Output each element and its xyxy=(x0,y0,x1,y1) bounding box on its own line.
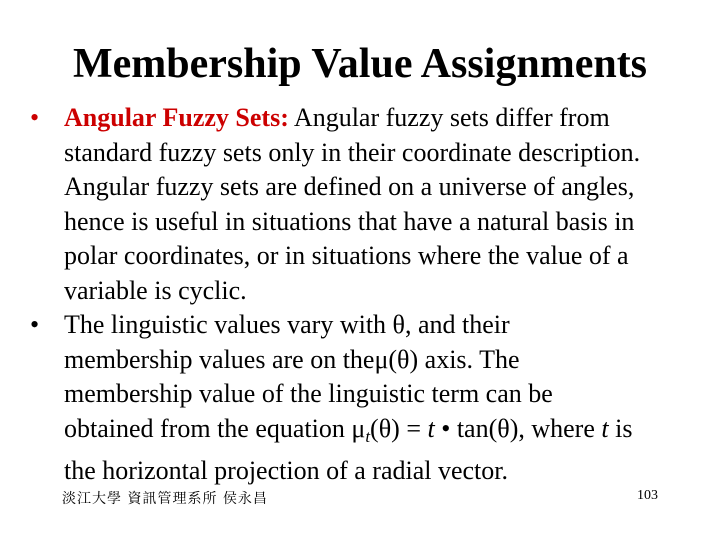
bullet-line: Angular fuzzy sets are defined on a universe of angles, xyxy=(64,172,635,201)
bullet-text: Angular fuzzy sets differ from xyxy=(288,103,610,132)
bullet-linguistic-values xyxy=(30,308,700,489)
bullet-lead: Angular Fuzzy Sets: xyxy=(64,103,289,132)
bullet-marker: • xyxy=(30,310,40,339)
bullet-line xyxy=(64,101,700,136)
bullet-line: standard fuzzy sets only in their coordinate description. xyxy=(64,137,641,167)
bullet-line: membership value of the linguistic term can be xyxy=(64,379,553,408)
bullet-angular-fuzzy-sets xyxy=(30,101,700,308)
bullet-line: The linguistic values vary with θ, and their xyxy=(64,310,510,339)
multiply-dot: • xyxy=(434,413,457,443)
bullet-line: the horizontal projection of a radial vector. xyxy=(64,456,508,485)
equation-post: is xyxy=(608,413,633,443)
bullet-marker: • xyxy=(30,103,40,132)
bullet-line: hence is useful in situations that have a natural basis in xyxy=(64,206,635,236)
equation-line xyxy=(64,412,700,455)
equation-pre: obtained from the equation μ xyxy=(64,413,366,443)
bullet-line: membership values are on theμ(θ) axis. The xyxy=(64,344,520,374)
equation-mid: (θ) = xyxy=(370,413,428,443)
bullet-list xyxy=(30,101,700,489)
equation-variable-t: t xyxy=(601,413,609,443)
equation-subscript: t xyxy=(365,426,371,446)
bullet-line: variable is cyclic. xyxy=(64,275,247,305)
slide-title: Membership Value Assignments xyxy=(72,41,648,87)
page-number: 103 xyxy=(637,488,658,503)
equation-tan: tan(θ), where xyxy=(456,413,602,443)
footer-author: 淡江大學 資訊管理系所 侯永昌 xyxy=(62,491,268,507)
equation-variable-t: t xyxy=(427,413,435,443)
bullet-line: polar coordinates, or in situations where the value of a xyxy=(64,241,629,270)
